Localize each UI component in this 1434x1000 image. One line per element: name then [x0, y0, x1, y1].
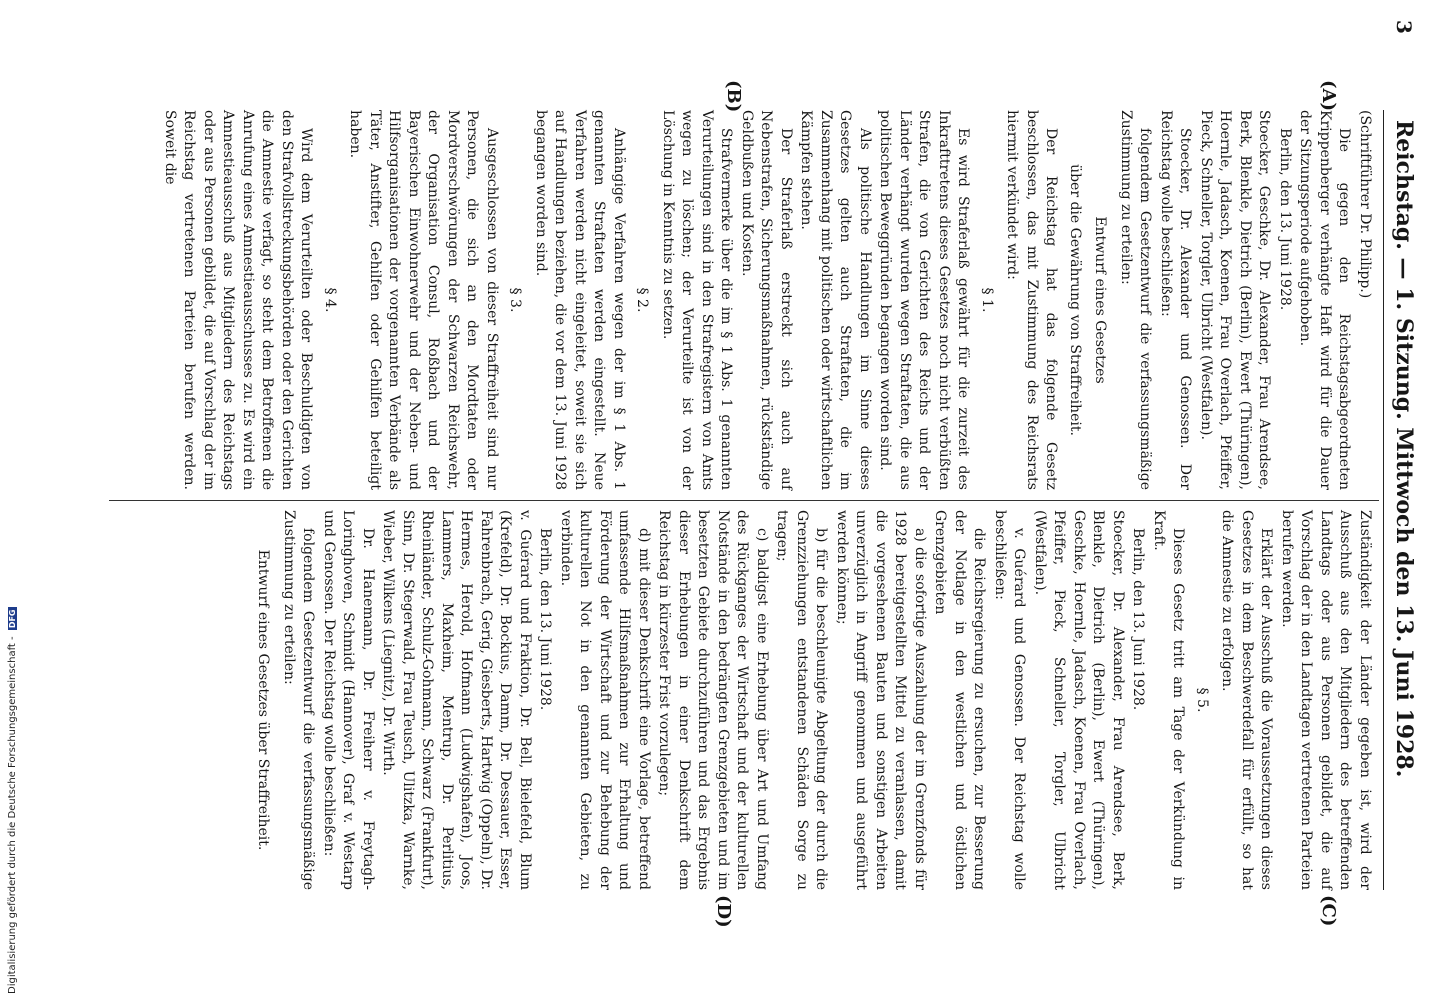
right-column-paragraph: Berlin, den 13. Juni 1928.	[537, 528, 554, 711]
left-column-paragraph: über die Gewährung von Straffreiheit.	[1067, 164, 1083, 436]
dfg-logo: DFG	[8, 609, 17, 629]
left-column-paragraph: Es wird Straferlaß gewährt für die zurzeit des Inkrafttretens dieses Gesetzes noch nicht verbüßten Strafen, die von Gerichten des Reichs und der Länder verhängt wurden wegen Straftaten, die aus politischen Beweggründen begangen worden sind.	[877, 110, 972, 490]
left-column-paragraph: Der Reichstag hat das folgende Gesetz beschlossen, das mit Zustimmung des Reichsrats hiermit verkündet wird:	[1004, 110, 1060, 490]
right-column-paragraph: § 5.	[1194, 687, 1210, 713]
left-column-paragraph: § 3.	[507, 287, 524, 313]
right-column-paragraph: c) baldigst eine Erhebung über Art und Umfang des Rückganges der Wirtschaft und der kulturellen Notstände in den bedrängten Grenzgebieten und im besetzten Gebiete durchzuführen und das Ergebnis dieser Erhebungen in einer Denkschrift dem Reichstag in kürzester Frist vorzulegen;	[656, 510, 770, 890]
right-column-paragraph: folgendem Gesetzentwurf die verfassungsmäßige Zustimmung zu erteilen:	[281, 510, 317, 890]
left-column-paragraph: Stoecker, Geschke, Dr. Alexander, Frau Arendsee, Berk, Blenkle, Dietrich (Berlin), Ewert (Thüringen), Hoernle, Jadasch, Koenen, Frau Overlach, Pfeiffer, Pieck, Schneller, Torgler, Ulbricht (Westfalen).	[1198, 110, 1273, 490]
right-column	[249, 510, 1374, 890]
right-column-paragraph: Berlin, den 13. Juni 1928.	[1130, 528, 1147, 711]
left-column-paragraph: folgendem Gesetzentwurf die verfassungsmäßige Zustimmung zu erteilen:	[1118, 110, 1154, 490]
page-number: 3	[1392, 20, 1416, 34]
right-column-paragraph: b) für die beschleunigte Abgeltung der durch die Grenzziehungen entstandenen Schäden Sorge zu tragen;	[774, 510, 830, 890]
left-column-paragraph: § 4.	[322, 287, 338, 313]
header-title: Reichstag. — 1. Sitzung. Mittwoch den 13. Juni 1928.	[1391, 120, 1417, 778]
right-column-paragraph: Dieses Gesetz tritt am Tage der Verkündung in Kraft.	[1151, 510, 1187, 890]
left-column-paragraph: § 1.	[979, 287, 995, 313]
right-column-paragraph: Erklärt der Ausschuß die Voraussetzungen dieses Gesetzes in dem Beschwerdefall für erfüllt, so hat die Amnestie zu erfolgen.	[1219, 510, 1275, 890]
right-column-paragraph: v. Guérard und Genossen. Der Reichstag wolle beschließen:	[992, 510, 1028, 890]
left-column-paragraph: Berlin, den 13. Juni 1928.	[1277, 128, 1293, 311]
footer-strip	[0, 600, 20, 1000]
right-column-paragraph: Stoecker, Dr. Alexander, Frau Arendsee, Berk, Blenkle, Dietrich (Berlin), Ewert (Thüringen), Geschke, Hoernle, Jadasch, Koenen, Frau Overlach, Pfeiffer, Pieck, Schneller, Torgler, Ulbricht (Westfalen).	[1032, 510, 1126, 890]
right-column-paragraph: a) die sofortige Auszahlung der im Grenzfonds für 1928 bereitgestellten Mittel zu veranlassen, damit die vorgesehenen Bauten und sonstigen Arbeiten unverzüglich in Angriff genommen und ausgeführt werden können;	[834, 510, 928, 890]
right-column-paragraph: v. Guérard und Fraktion, Dr. Bell, Bielefeld, Blum (Krefeld), Dr. Bockius, Damm, Dr. Dessauer, Esser, Fahrenbrach, Gerig, Giesberts, Hartwig (Oppeln), Dr. Hermes, Herold, Hofmann (Ludwigshafen), Joos, Lammers, Maxheim, Mentrup, Dr. Perlitius, Rheinländer, Schulz-Gohmann, Schwarz (Frankfurt), Sinn, Dr. Stegerwald, Frau Teusch, Ulitzka, Warnke, Wieber, Wilkens (Liegnitz), Dr. Wirth.	[380, 510, 533, 890]
right-column-paragraph: Zuständigkeit der Länder gegeben ist, wird der Ausschuß aus den Mitgliedern des betreffenden Landtags oder aus Personen gebildet, die auf Vorschlag der in den Landtagen vertretenen Parteien berufen werden.	[1279, 510, 1373, 890]
right-column-paragraph: Dr. Hanemann, Dr. Freiherr v. Freytagh-Loringhoven, Schmidt (Hannover), Graf v. Westarp und Genossen. Der Reichstag wolle beschließen:	[321, 510, 376, 890]
header-rule	[1383, 110, 1384, 890]
left-column-paragraph: Anhängige Verfahren wegen der im § 1 Abs. 1 genannten Straftaten werden eingestellt. Neue Verfahren werden nicht eingeleitet, soweit sie sich auf Handlungen beziehen, die vor dem 13. Juni 1928 begangen worden sind.	[533, 110, 627, 490]
left-column-paragraph: Strafvermerke über die im § 1 Abs. 1 genannten Verurteilungen sind in den Strafregistern von Amts wegen zu löschen; der Verurteilte ist von der Löschung in Kenntnis zu setzen.	[660, 110, 735, 490]
right-column-paragraph: die Reichsregierung zu ersuchen, zur Besserung der Notlage in den westlichen und östlichen Grenzgebieten	[932, 510, 988, 890]
right-column-paragraph: Entwurf eines Gesetzes über Straffreiheit.	[255, 549, 272, 851]
left-column-paragraph: Ausgeschlossen von dieser Straffreiheit sind nur Personen, die sich an den Mordtaten oder Mordverschwörungen der Schwarzen Reichswehr, der Organisation Consul, Roßbach und der Bayerischen Einwohnerwehr und der Neben- und Hilfsorganisationen der vorgenannten Verbände als Täter, Anstifter, Gehilfen oder Gehilfen beteiligt haben.	[347, 110, 500, 490]
left-column-paragraph: (Schriftführer Dr. Philipp.)	[1357, 110, 1373, 299]
left-column-paragraph: Entwurf eines Gesetzes	[1092, 216, 1109, 384]
left-column-paragraph: § 2.	[634, 287, 651, 313]
left-column-paragraph: Wird dem Verurteilten oder Beschuldigten von den Strafvollstreckungsbehörden oder den Gerichten die Amnestie verfagt, so steht dem Betroffenen die Anrufung eines Amnestieausschusses zu. Es wird ein Amnestieausschuß aus Mitgliedern des Reichstags oder aus Personen gebildet, die auf Vorschlag der im Reichstag vertretenen Parteien berufen werden. Soweit die	[162, 110, 315, 490]
column-divider	[109, 500, 1379, 501]
margin-marker-b: (B)	[723, 80, 744, 113]
running-header	[1386, 120, 1422, 880]
left-column-paragraph: Stoecker, Dr. Alexander und Genossen. Der Reichstag wolle beschließen:	[1158, 110, 1194, 490]
margin-marker-d: (D)	[713, 895, 734, 928]
right-column-paragraph: d) mit dieser Denkschrift eine Vorlage, betreffend umfassende Hilfsmaßnahmen zur Erhaltung und Förderung der Wirtschaft und zur Behebung der kulturellen Not in den genannten Gebieten, zu verbinden.	[558, 510, 652, 890]
margin-marker-c: (C)	[1318, 895, 1339, 927]
left-column	[159, 110, 1375, 490]
margin-marker-a: (A)	[1318, 80, 1339, 111]
left-column-paragraph: Als politische Handlungen im Sinne dieses Gesetzes gelten auch Straftaten, die im Zusammenhang mit politischen oder wirtschaftlichen Kämpfen stehen.	[798, 110, 873, 490]
left-column-paragraph: Die gegen den Reichstagsabgeordneten Krippenberger verhängte Haft wird für die Dauer der Sitzungsperiode aufgehoben.	[1297, 110, 1353, 490]
left-column-paragraph: Der Straferlaß erstreckt sich auch auf Nebenstrafen, Sicherungsmaßnahmen, rückständige Geldbußen und Kosten.	[739, 110, 794, 490]
footer-credit: Digitalisierung gefördert durch die Deutsche Forschungsgemeinschaft -	[7, 636, 18, 994]
